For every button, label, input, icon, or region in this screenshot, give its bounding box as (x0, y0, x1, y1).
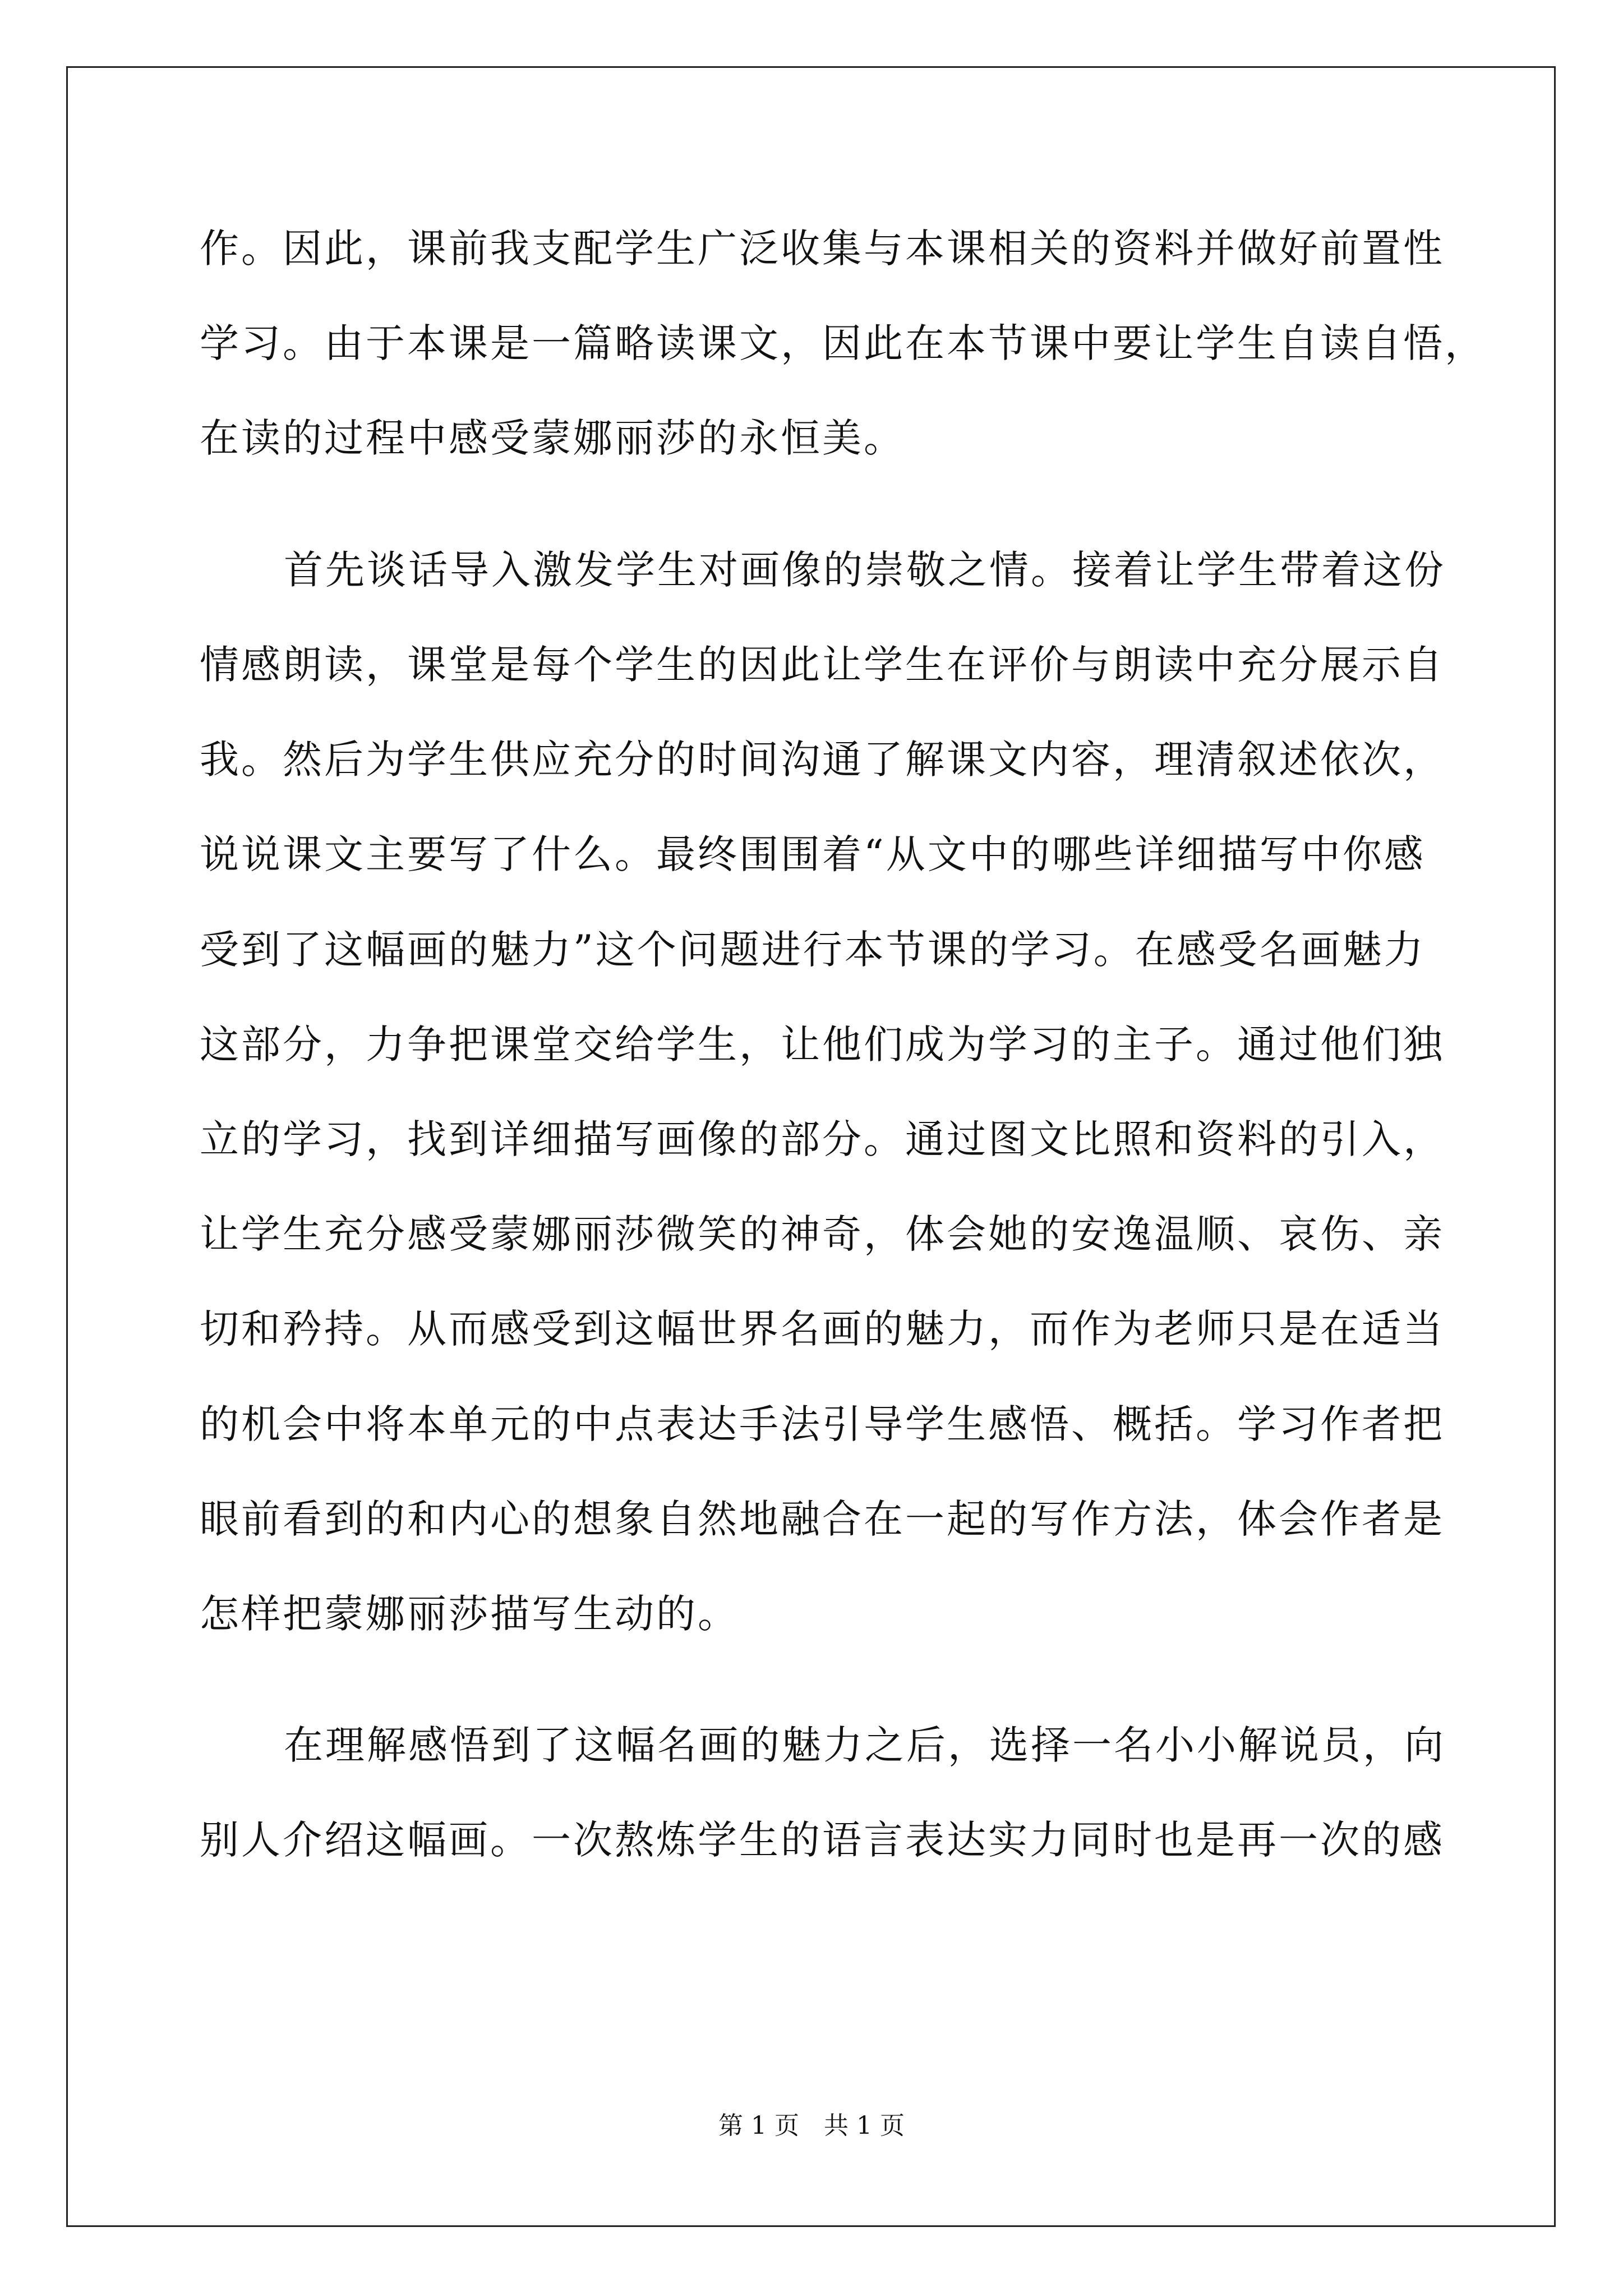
body-line-15: 怎样把蒙娜丽莎描写生动的。 (200, 1591, 739, 1637)
body-line-13: 的机会中将本单元的中点表达手法引导学生感悟、概括。学习作者把 (200, 1401, 1445, 1447)
body-line-7: 说说课文主要写了什么。最终围围着“从文中的哪些详细描写中你感 (200, 831, 1426, 877)
body-line-9: 这部分，力争把课堂交给学生，让他们成为学习的主子。通过他们独 (200, 1022, 1445, 1068)
body-line-2: 学习。由于本课是一篇略读课文，因此在本节课中要让学生自读自悟， (200, 320, 1486, 366)
body-line-17: 别人介绍这幅画。一次熬炼学生的语言表达实力同时也是再一次的感 (200, 1817, 1445, 1863)
body-line-5: 情感朗读，课堂是每个学生的因此让学生在评价与朗读中充分展示自 (200, 642, 1445, 688)
body-line-8: 受到了这幅画的魅力”这个问题进行本节课的学习。在感受名画魅力 (200, 927, 1426, 973)
body-line-10: 立的学习，找到详细描写画像的部分。通过图文比照和资料的引入， (200, 1116, 1445, 1162)
body-line-1: 作。因此，课前我支配学生广泛收集与本课相关的资料并做好前置性 (200, 226, 1445, 272)
body-line-12: 切和矜持。从而感受到这幅世界名画的魅力，而作为老师只是在适当 (200, 1306, 1445, 1352)
body-line-6: 我。然后为学生供应充分的时间沟通了解课文内容，理清叙述依次， (200, 737, 1445, 783)
body-line-4: 首先谈话导入激发学生对画像的崇敬之情。接着让学生带着这份 (284, 547, 1446, 593)
body-line-16: 在理解感悟到了这幅名画的魅力之后，选择一名小小解说员，向 (284, 1722, 1446, 1768)
page-number-footer: 第 1 页 共 1 页 (718, 2111, 905, 2140)
body-line-14: 眼前看到的和内心的想象自然地融合在一起的写作方法，体会作者是 (200, 1496, 1445, 1542)
body-line-11: 让学生充分感受蒙娜丽莎微笑的神奇，体会她的安逸温顺、哀伤、亲 (200, 1211, 1445, 1257)
body-line-3: 在读的过程中感受蒙娜丽莎的永恒美。 (200, 415, 905, 461)
